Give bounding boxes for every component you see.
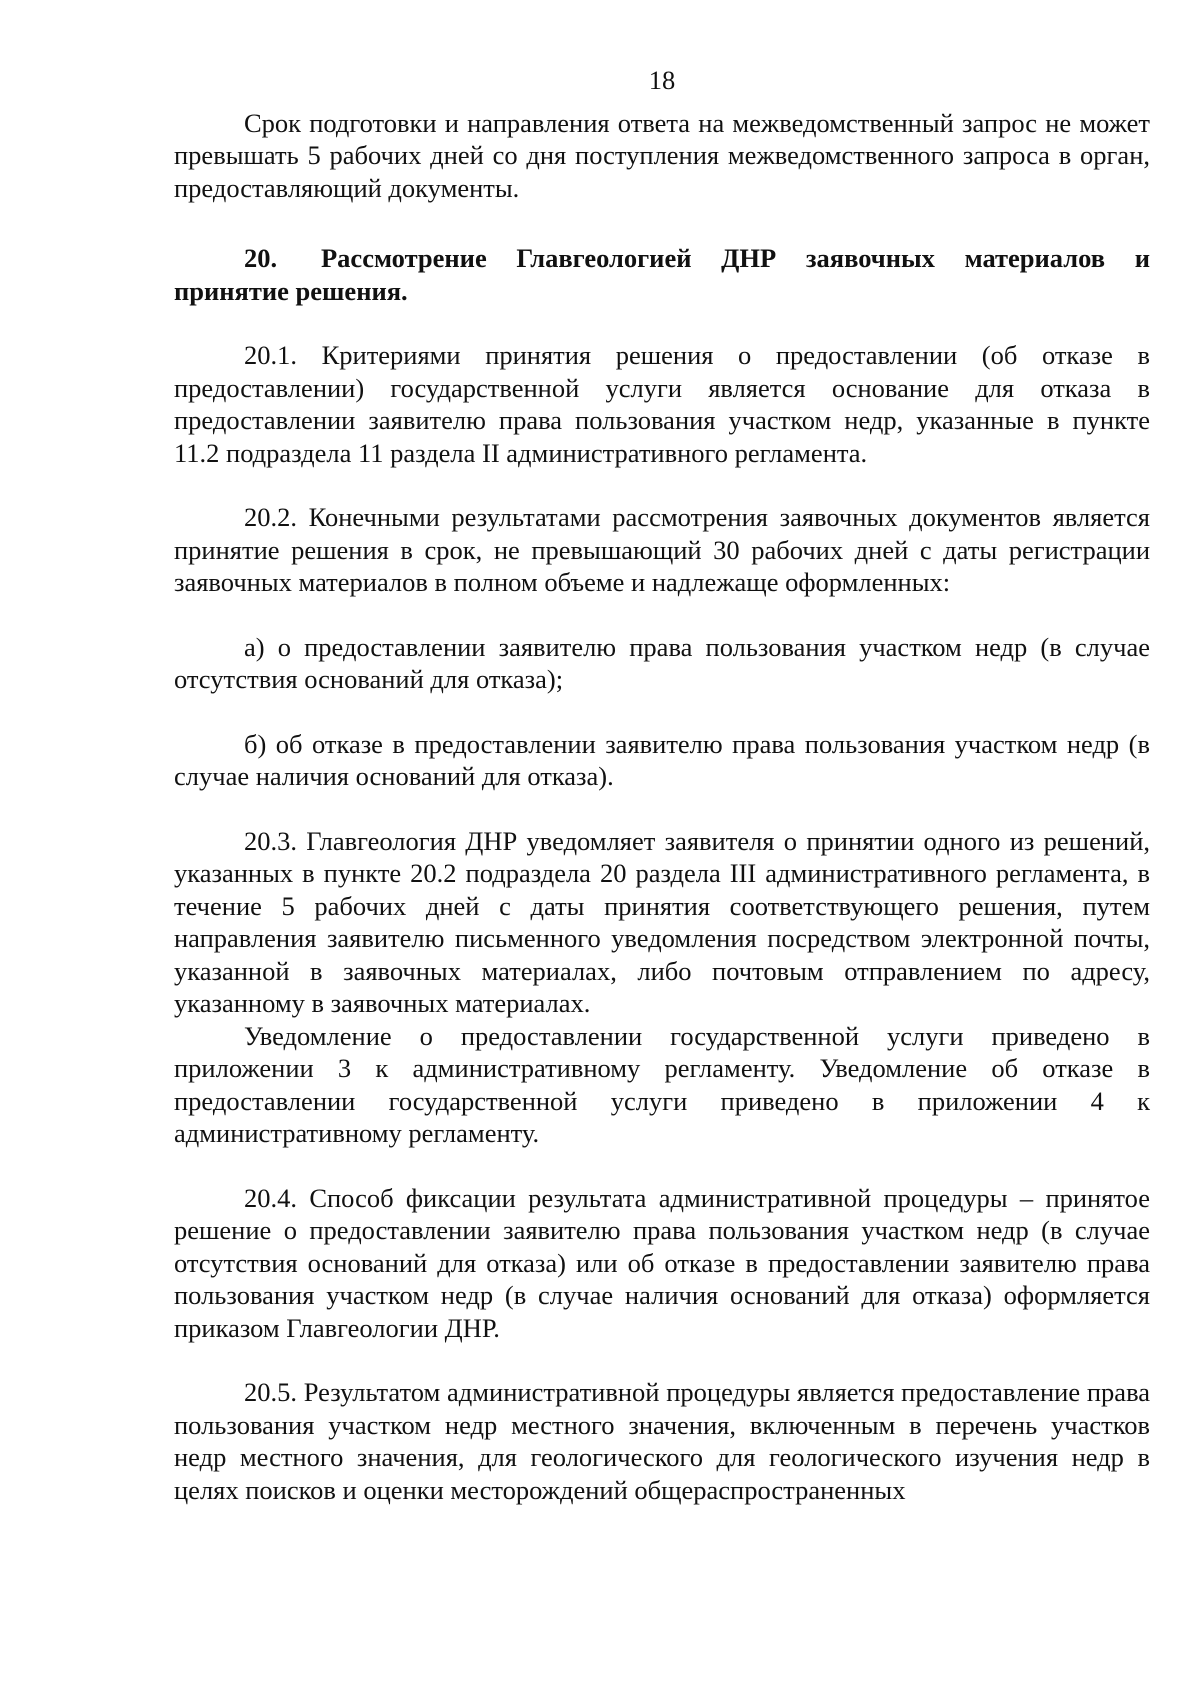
section-title: Рассмотрение Главгеологией ДНР заявочных материалов и принятие решения. [174, 243, 1150, 306]
paragraph-item-b: б) об отказе в предоставлении заявителю права пользования участком недр (в случае наличия оснований для отказа). [174, 728, 1150, 791]
section-heading-20 [174, 242, 1150, 307]
document-page [174, 64, 1150, 1506]
paragraph-20-3: 20.3. Главгеология ДНР уведомляет заявителя о принятии одного из решений, указанных в пункте 20.2 подраздела 20 раздела III административного регламента, в течение 5 рабочих дней с даты принятия соответствующего решения, путем направления заявителю письменного уведомления посредством электронной почты, указанной в заявочных материалах, либо почтовым отправлением по адресу, указанному в заявочных материалах. [174, 825, 1150, 1018]
paragraph-item-a: а) о предоставлении заявителю права пользования участком недр (в случае отсутствия оснований для отказа); [174, 631, 1150, 694]
paragraph-20-5: 20.5. Результатом административной процедуры является предоставление права пользования участком недр местного значения, включенным в перечень участков недр местного значения, для геологического для геологического изучения недр в целях поисков и оценки месторождений общераспространенных [174, 1377, 1150, 1505]
paragraph-interagency-request-deadline: Срок подготовки и направления ответа на межведомственный запрос не может превышать 5 рабочих дней со дня поступления межведомственного запроса в орган, предоставляющий документы. [174, 107, 1150, 203]
paragraph-notification-appendix: Уведомление о предоставлении государственной услуги приведено в приложении 3 к административному регламенту. Уведомление об отказе в предоставлении государственной услуги приведено в приложении 4 к административному регламенту. [174, 1020, 1150, 1148]
paragraph-20-2: 20.2. Конечными результатами рассмотрения заявочных документов является принятие решения в срок, не превышающий 30 рабочих дней с даты регистрации заявочных материалов в полном объеме и надлежаще оформленных: [174, 502, 1150, 597]
section-number: 20. [244, 243, 278, 273]
page-number: 18 [648, 65, 676, 95]
paragraph-20-4: 20.4. Способ фиксации результата административной процедуры – принятое решение о предоставлении заявителю права пользования участком недр (в случае отсутствия оснований для отказа) или об отказе в предоставлении заявителю права пользования участком недр (в случае наличия оснований для отказа) оформляется приказом Главгеологии ДНР. [174, 1182, 1150, 1343]
paragraph-20-1: 20.1. Критериями принятия решения о предоставлении (об отказе в предоставлении) государственной услуги является основание для отказа в предоставлении заявителю права пользования участком недр, указанные в пункте 11.2 подраздела 11 раздела II административного регламента. [174, 340, 1150, 468]
